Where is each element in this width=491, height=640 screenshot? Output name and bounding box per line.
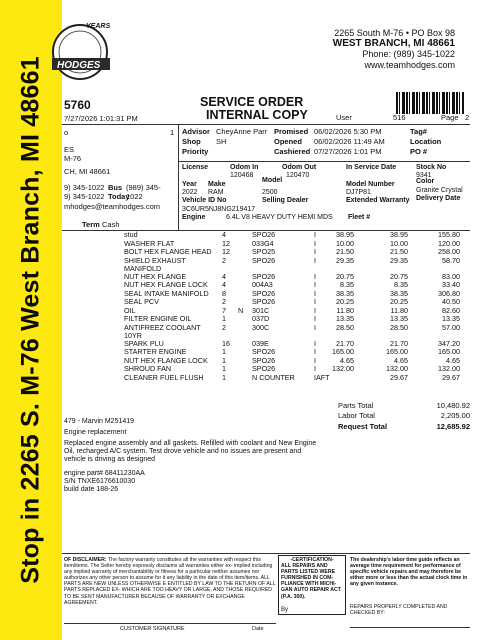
- divider: [178, 124, 179, 230]
- part-extended-price: 120.00: [438, 238, 460, 248]
- part-type: I: [314, 247, 316, 256]
- part-row: [62, 239, 462, 248]
- part-sale-price: 132.00: [386, 364, 408, 373]
- odom-out-label: Odom Out: [282, 164, 317, 171]
- po-label: PO #: [410, 147, 428, 156]
- model-label: Model: [262, 177, 283, 184]
- part-quantity: 1: [222, 372, 226, 382]
- part-number: SPO26: [252, 288, 276, 298]
- part-description: NUT HEX FLANGE LOCK: [124, 355, 208, 365]
- part-quantity: 12: [222, 247, 230, 256]
- year-value: 2022: [182, 189, 198, 196]
- part-type: IAFT: [314, 372, 330, 382]
- part-description: SHROUD FAN: [124, 364, 172, 373]
- year-label: Year: [182, 181, 197, 188]
- selling-dealer-label: Selling Dealer: [262, 197, 309, 204]
- part-type: I: [314, 338, 316, 348]
- part-description: SEAL INTAKE MANIFOLD: [124, 288, 209, 298]
- note-line: Engine replacement: [64, 429, 127, 436]
- part-list-price: 21.70: [336, 338, 354, 348]
- note-line: build date 188-26: [64, 486, 119, 493]
- part-row: [62, 323, 462, 339]
- customer-signature-label: CUSTOMER SIGNATURE: [120, 626, 185, 632]
- part-extended-price: 165.00: [438, 347, 460, 356]
- part-extended-price: 13.35: [442, 314, 460, 323]
- part-row: [62, 347, 462, 356]
- part-quantity: 8: [222, 288, 226, 298]
- part-list-price: 28.50: [336, 322, 354, 332]
- part-row: [62, 356, 462, 365]
- part-list-price: 29.35: [336, 255, 354, 265]
- cashiered-value: 07/27/2026 1:01 PM: [314, 147, 382, 156]
- part-sale-price: 13.35: [390, 314, 408, 323]
- advisor-value: CheyAnne Parr: [216, 127, 268, 136]
- part-description-cont: MANIFOLD: [124, 263, 162, 273]
- part-extended-price: 258.00: [438, 247, 460, 256]
- disclaimer-title: OF DISCLAIMER:: [64, 557, 107, 563]
- order-number: 5760: [64, 98, 91, 112]
- repairs-checked: [350, 604, 470, 616]
- request-total-label: Request Total: [338, 422, 388, 431]
- signature-date-label: Date: [252, 626, 264, 632]
- vehicle-id-label: Vehicle ID No: [182, 197, 227, 204]
- part-list-price: 11.80: [336, 305, 354, 315]
- in-service-label: In Service Date: [346, 164, 397, 171]
- labor-guide-text: The dealership's labor time guide reflects an average time requirement for performance of specific vehicle repairs and may therefore be either more or less than the actual clock time in any given instance.: [350, 557, 468, 588]
- labor-guide-box: [350, 557, 470, 601]
- stock-label: Stock No: [416, 164, 447, 171]
- part-extended-price: 33.40: [442, 280, 460, 289]
- part-number: 039E: [252, 338, 269, 348]
- part-description: BOLT HEX FLANGE HEAD: [124, 247, 212, 256]
- make-value: RAM: [208, 189, 224, 196]
- customer-frag3: M-76: [64, 154, 82, 163]
- part-list-price: 38.35: [336, 288, 354, 298]
- dealer-address: 2265 South M-76 • PO Box 98: [334, 28, 455, 38]
- part-number: SPO25: [252, 247, 276, 256]
- part-number: 300C: [252, 322, 270, 332]
- part-extended-price: 83.00: [442, 271, 460, 281]
- part-number: SPO26: [252, 230, 276, 239]
- checked-by-line[interactable]: [350, 627, 470, 628]
- dealer-city: WEST BRANCH, MI 48661: [332, 37, 455, 49]
- advisor-label: Advisor: [182, 127, 210, 136]
- signature-line[interactable]: [64, 623, 276, 624]
- promised-value: 06/02/2026 5:30 PM: [314, 127, 382, 136]
- vin-value: 3C6UR5NJ8NG219417: [182, 206, 256, 213]
- model-number-label: Model Number: [346, 181, 395, 188]
- part-row: [62, 339, 462, 348]
- part-description: stud: [124, 230, 138, 239]
- promised-label: Promised: [274, 127, 309, 136]
- part-extended-price: 82.60: [442, 305, 460, 315]
- part-quantity: 1: [222, 314, 226, 323]
- part-description: SPARK PLU: [124, 338, 164, 348]
- customer-count: 1: [170, 128, 175, 137]
- note-line: vehicle is driving as designed: [64, 456, 156, 463]
- divider: [62, 553, 470, 554]
- dealer-logo: [50, 18, 114, 86]
- part-description: SHIELD EXHAUST: [124, 255, 186, 265]
- part-description: NUT HEX FLANGE LOCK: [124, 280, 208, 289]
- part-number: SPO26: [252, 355, 276, 365]
- dealer-web[interactable]: www.teamhodges.com: [364, 59, 455, 70]
- part-quantity: 1: [222, 364, 226, 373]
- part-sale-price: 38.95: [390, 230, 408, 239]
- note-line: Replaced engine assembly and all gaskets. Refilled with coolant and New Engine: [64, 440, 317, 447]
- user-label: User: [336, 113, 352, 122]
- part-row: [62, 297, 462, 306]
- customer-phone-home: 9) 345-1022: [64, 183, 105, 192]
- request-total-value: 12,685.92: [436, 422, 470, 431]
- logo-years: YEARS: [86, 23, 111, 30]
- shop-label: Shop: [182, 137, 201, 146]
- part-sale-price: 11.80: [390, 305, 408, 315]
- part-list-price: 38.95: [336, 230, 354, 239]
- part-quantity: 2: [222, 297, 226, 306]
- part-description: FILTER ENGINE OIL: [124, 314, 192, 323]
- labor-total-value: 2,205.00: [440, 411, 470, 420]
- license-label: License: [182, 164, 209, 171]
- customer-phone2: 9) 345-1022: [64, 192, 105, 201]
- part-number: SPO26: [252, 364, 276, 373]
- part-quantity: 2: [222, 255, 226, 265]
- part-type: I: [314, 297, 316, 306]
- location-label: Location: [410, 137, 442, 146]
- model-number-value: DJ7P81: [346, 189, 371, 196]
- part-type: I: [314, 230, 316, 239]
- part-description: NUT HEX FLANGE: [124, 271, 187, 281]
- certification-box: [278, 555, 346, 615]
- part-list-price: 13.35: [336, 314, 354, 323]
- note-line: Oil, recharged A/C system. Test drove vehicle and no issues are present and: [64, 448, 302, 455]
- color-value: Granite Crystal: [416, 187, 463, 194]
- bus-label: Bus: [108, 183, 123, 192]
- part-quantity: 1: [222, 355, 226, 365]
- disclaimer-text: The factory warranty constitutes all the warranties with respect this item/items. The Seller hereby expressly disclaims all warranties either ex- implied including any implied warranty of merchantability or fitness for a particular neither assumes nor authorizes any other person to assume for it any liability in the date of this item/items. ALL PARTS ARE NEW UNLESS OTHERWISE E ENTITLED BY LAW TO THE RETURN OF ALL PARTS REPLACED EX- WHICH ARE TOO HEAVY OR LARGE, AND THOSE REQUIRED TO BE SENT MANUFACTURER BECAUSE OF WARRANTY OR EXCHANGE AGREEMENT.: [64, 557, 276, 606]
- part-quantity: 16: [222, 338, 230, 348]
- tag-label: Tag#: [410, 127, 427, 136]
- part-type: I: [314, 288, 316, 298]
- cashiered-label: Cashiered: [274, 147, 311, 156]
- part-type: I: [314, 255, 316, 265]
- customer-frag2: ES: [64, 145, 75, 154]
- tech-line: 479 - Marvin M251419: [64, 418, 135, 425]
- part-list-price: 132.00: [332, 364, 354, 373]
- note-line: engine part# 68411230AA: [64, 470, 145, 477]
- part-mark: N: [238, 305, 244, 315]
- part-sale-price: 28.50: [390, 322, 408, 332]
- delivery-date-label: Delivery Date: [416, 195, 461, 202]
- part-extended-price: 132.00: [438, 364, 460, 373]
- odom-in-value: 120468: [230, 172, 254, 179]
- vehicle-block: [182, 164, 472, 230]
- part-extended-price: 306.80: [438, 288, 460, 298]
- cert-by-label: By: [281, 606, 289, 613]
- term-label: Term: [82, 220, 100, 229]
- part-sale-price: 165.00: [386, 347, 408, 356]
- opened-value: 06/02/2026 11:49 AM: [314, 137, 385, 146]
- part-row: [62, 314, 462, 323]
- order-date: 7/27/2026 1:01:31 PM: [64, 114, 138, 123]
- part-type: I: [314, 355, 316, 365]
- part-sale-price: 8.35: [394, 280, 408, 289]
- engine-label: Engine: [182, 214, 206, 221]
- term-value: Cash: [102, 220, 120, 229]
- part-quantity: 4: [222, 280, 226, 289]
- barcode-icon: [396, 92, 464, 114]
- part-description-cont: 10YR: [124, 330, 142, 340]
- part-extended-price: 347.20: [438, 338, 460, 348]
- part-sale-price: 29.67: [390, 372, 408, 382]
- part-type: I: [314, 305, 316, 315]
- part-quantity: 2: [222, 322, 226, 332]
- part-row: [62, 364, 462, 373]
- opened-label: Opened: [274, 137, 302, 146]
- today-label: Today: [108, 192, 130, 201]
- disclaimer-box: [64, 557, 276, 613]
- part-type: I: [314, 271, 316, 281]
- part-sale-price: 21.50: [390, 247, 408, 256]
- priority-label: Priority: [182, 147, 209, 156]
- part-number: SPO26: [252, 271, 276, 281]
- part-extended-price: 4.65: [446, 355, 460, 365]
- part-number: 004A3: [252, 280, 273, 289]
- part-sale-price: 20.75: [390, 271, 408, 281]
- part-type: I: [314, 314, 316, 323]
- part-extended-price: 155.80: [438, 230, 460, 239]
- part-number: 037D: [252, 314, 270, 323]
- part-type: I: [314, 238, 316, 248]
- note-line: S/N TNXE6176610030: [64, 478, 136, 485]
- part-sale-price: 29.35: [390, 255, 408, 265]
- logo-emblem-icon: [50, 18, 114, 86]
- part-description: ANTIFREEZ COOLANT: [124, 322, 201, 332]
- part-list-price: 20.25: [336, 297, 354, 306]
- part-sale-price: 38.35: [390, 288, 408, 298]
- banner-text: Stop in 2265 S. M-76 West Branch, MI 48661: [16, 56, 45, 584]
- part-row: [62, 306, 462, 315]
- parts-total-value: 10,480.92: [436, 401, 470, 410]
- shop-value: SH: [216, 137, 227, 146]
- part-row: [62, 230, 462, 239]
- page-value: 2: [465, 113, 470, 122]
- part-type: I: [314, 280, 316, 289]
- part-number: N COUNTER: [252, 372, 295, 382]
- divider: [178, 161, 470, 162]
- divider: [62, 124, 470, 125]
- certification-title: -CERTIFICATION-: [290, 557, 334, 563]
- title-service-order: SERVICE ORDER: [200, 95, 304, 109]
- dealer-phone: Phone: (989) 345-1022: [362, 49, 455, 59]
- part-row: [62, 256, 462, 272]
- part-row: [62, 280, 462, 289]
- repairs-checked-label: REPAIRS PROPERLY COMPLETED AND CHECKED BY:: [350, 604, 448, 617]
- doc-title: [200, 96, 308, 122]
- customer-block: [64, 128, 176, 228]
- part-number: SPO26: [252, 297, 276, 306]
- part-extended-price: 29.67: [442, 372, 460, 382]
- part-sale-price: 10.00: [390, 238, 408, 248]
- part-sale-price: 20.25: [390, 297, 408, 306]
- advisor-block: [182, 127, 472, 163]
- part-sale-price: 4.65: [394, 355, 408, 365]
- dealer-info: [333, 28, 455, 70]
- part-row: [62, 247, 462, 256]
- odom-in-label: Odom In: [230, 164, 259, 171]
- bus-phone: (989) 345-1022: [126, 183, 161, 201]
- certification-text: ALL REPAIRS AND PARTS LISTED WERE FURNISHED IN COM- PLIANCE WITH MICHI- GAN AUTO REPAIR ACT (P.A. 300).: [281, 563, 341, 600]
- part-quantity: 1: [222, 347, 226, 356]
- part-quantity: 4: [222, 230, 226, 239]
- user-value: 516: [393, 113, 406, 122]
- customer-email[interactable]: mhodges@teamhodges.com: [64, 202, 160, 211]
- labor-total-label: Labor Total: [338, 411, 375, 420]
- extended-warranty-label: Extended Warranty: [346, 197, 410, 204]
- part-extended-price: 40.50: [442, 297, 460, 306]
- part-row: [62, 373, 462, 382]
- logo-name: HODGES: [57, 60, 101, 71]
- part-description: SEAL PCV: [124, 297, 159, 306]
- part-row: [62, 272, 462, 281]
- odom-out-value: 120470: [286, 172, 310, 179]
- title-internal-copy: INTERNAL COPY: [206, 108, 308, 122]
- color-label: Color: [416, 178, 435, 185]
- part-type: I: [314, 322, 316, 332]
- part-description: OIL: [124, 305, 136, 315]
- fleet-label: Fleet #: [348, 214, 371, 221]
- part-type: I: [314, 364, 316, 373]
- part-quantity: 12: [222, 238, 230, 248]
- customer-frag1: o: [64, 128, 69, 137]
- part-description: WASHER FLAT: [124, 238, 175, 248]
- make-label: Make: [208, 181, 226, 188]
- part-number: 033G4: [252, 238, 274, 248]
- part-list-price: 10.00: [336, 238, 354, 248]
- part-description: CLEANER FUEL FLUSH: [124, 372, 204, 382]
- page-label: Page: [441, 113, 459, 122]
- part-number: SPO26: [252, 255, 276, 265]
- customer-frag4: CH, MI 48661: [64, 167, 111, 176]
- part-sale-price: 21.70: [390, 338, 408, 348]
- part-list-price: 21.50: [336, 247, 354, 256]
- stock-value: 9341: [416, 172, 432, 179]
- part-row: [62, 289, 462, 298]
- part-type: I: [314, 347, 316, 356]
- part-extended-price: 57.00: [442, 322, 460, 332]
- part-list-price: 165.00: [332, 347, 354, 356]
- model-value: 2500: [262, 189, 278, 196]
- parts-total-label: Parts Total: [338, 401, 374, 410]
- tech-notes: [64, 418, 364, 514]
- part-number: SPO26: [252, 347, 276, 356]
- part-list-price: 4.65: [340, 355, 354, 365]
- part-quantity: 7: [222, 305, 226, 315]
- part-number: 301C: [252, 305, 270, 315]
- part-extended-price: 58.70: [442, 255, 460, 265]
- part-list-price: 8.35: [340, 280, 354, 289]
- part-list-price: 20.75: [336, 271, 354, 281]
- part-quantity: 4: [222, 271, 226, 281]
- part-description: STARTER ENGINE: [124, 347, 187, 356]
- engine-value: 6.4L V8 HEAVY DUTY HEMI MDS: [226, 214, 333, 221]
- side-banner: [0, 0, 62, 640]
